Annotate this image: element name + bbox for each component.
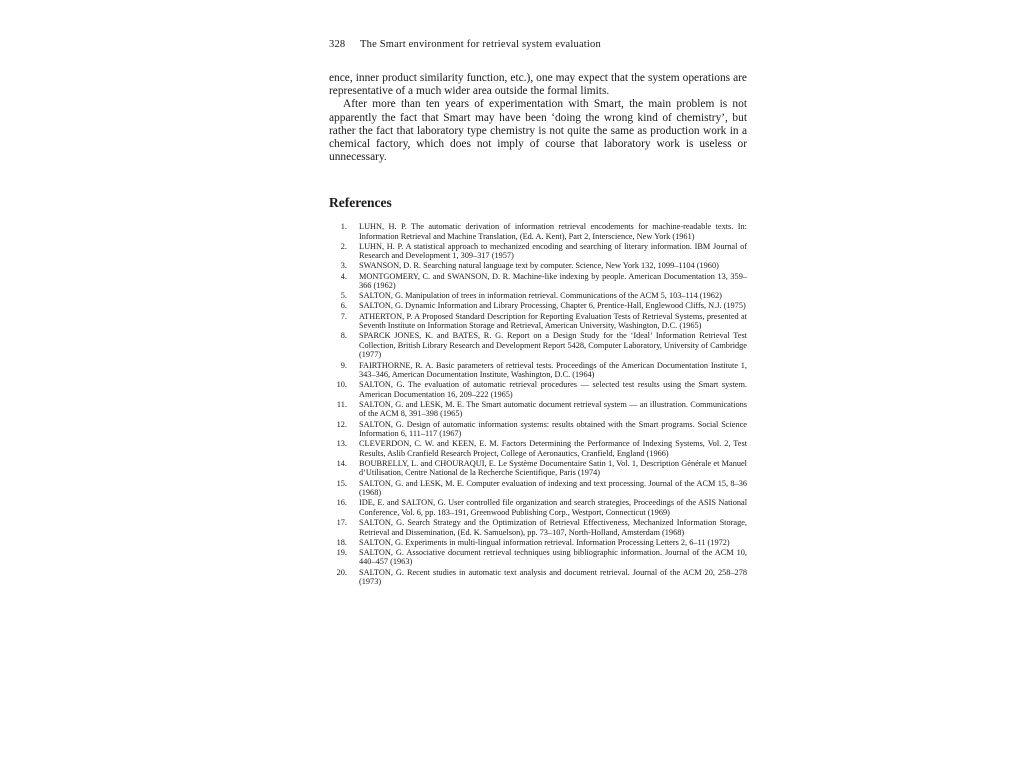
reference-entry bbox=[329, 538, 747, 548]
references-heading: References bbox=[329, 195, 392, 210]
reference-entry bbox=[329, 331, 747, 360]
reference-text: LUHN, H. P. A statistical approach to mechanized encoding and searching of literary information. IBM Journal of Research and Development 1, 309–317 (1957) bbox=[359, 241, 747, 261]
reference-number: 3. bbox=[340, 261, 347, 271]
reference-text: SALTON, G. The evaluation of automatic retrieval procedures — selected test results using the Smart system. American Documentation 16, 209–222 (1965) bbox=[359, 380, 747, 399]
reference-text: ATHERTON, P. A Proposed Standard Description for Reporting Evaluation Tests of Retrieval Systems, presented at Seventh Institute on Information Storage and Retrieval, American University, Washington, D.C. (1965) bbox=[359, 311, 747, 331]
reference-number: 8. bbox=[340, 331, 347, 341]
reference-text: FAIRTHORNE, R. A. Basic parameters of retrieval tests. Proceedings of the American Documentation Institute 1, 343–346, American Documentation Institute, Washington, D.C. (1964) bbox=[359, 360, 747, 379]
reference-entry bbox=[329, 479, 747, 498]
reference-text: CLEVERDON, C. W. and KEEN, E. M. Factors Determining the Performance of Indexing Systems, Vol. 2, Test Results, Aslib Cranfield Research Project, College of Aeronautics, Cranfield, England (1966) bbox=[359, 439, 747, 458]
reference-entry bbox=[329, 242, 747, 261]
reference-number: 12. bbox=[336, 419, 347, 429]
reference-entry bbox=[329, 400, 747, 419]
reference-entry bbox=[329, 420, 747, 439]
reference-text: SALTON, G. Associative document retrieval techniques using bibliographic information. Journal of the ACM 10, 440–457 (1963) bbox=[359, 547, 747, 567]
reference-number: 7. bbox=[340, 311, 347, 321]
reference-text: SALTON, G. Recent studies in automatic text analysis and document retrieval. Journal of the ACM 20, 258–278 (1973) bbox=[359, 567, 747, 587]
reference-entry bbox=[329, 291, 747, 301]
reference-entry bbox=[329, 498, 747, 517]
reference-text: SALTON, G. Search Strategy and the Optimization of Retrieval Effectiveness, Mechanized Information Storage, Retrieval and Dissemination, (Ed. K. Samuelson), pp. 73–107, North-Holland, Amsterdam (1968) bbox=[359, 518, 747, 537]
reference-number: 4. bbox=[340, 271, 347, 281]
reference-entry bbox=[329, 222, 747, 241]
running-header bbox=[329, 39, 749, 50]
reference-entry bbox=[329, 361, 747, 380]
reference-entry bbox=[329, 548, 747, 567]
reference-entry bbox=[329, 261, 747, 271]
reference-number: 18. bbox=[336, 537, 347, 547]
reference-text: SWANSON, D. R. Searching natural language text by computer. Science, New York 132, 1099–1104 (1960) bbox=[359, 261, 719, 271]
reference-text: SPARCK JONES, K. and BATES, R. G. Report on a Design Study for the ‘Ideal’ Information Retrieval Test Collection, British Library Research and Development Report 5428, Computer Laboratory, University of Cambridge (1977) bbox=[359, 331, 747, 360]
reference-number: 2. bbox=[340, 241, 347, 251]
reference-entry bbox=[329, 301, 747, 311]
reference-entry bbox=[329, 380, 747, 399]
reference-text: SALTON, G. and LESK, M. E. The Smart automatic document retrieval system — an illustration. Communications of the ACM 8, 391–398 (1965) bbox=[359, 399, 747, 419]
reference-number: 6. bbox=[340, 301, 347, 311]
reference-number: 14. bbox=[336, 458, 347, 468]
reference-number: 5. bbox=[340, 291, 347, 301]
reference-number: 10. bbox=[336, 380, 347, 390]
reference-text: SALTON, G. and LESK, M. E. Computer evaluation of indexing and text processing. Journal of the ACM 15, 8–36 (1968) bbox=[359, 478, 747, 498]
reference-number: 17. bbox=[336, 518, 347, 527]
reference-number: 9. bbox=[340, 360, 347, 370]
reference-number: 20. bbox=[336, 567, 347, 577]
reference-text: SALTON, G. Dynamic Information and Library Processing, Chapter 6, Prentice-Hall, Englewood Cliffs, N.J. (1975) bbox=[359, 301, 746, 311]
reference-number: 11. bbox=[336, 399, 347, 409]
reference-text: MONTGOMERY, C. and SWANSON, D. R. Machine-like indexing by people. American Documentation 13, 359–366 (1962) bbox=[359, 271, 747, 291]
reference-number: 13. bbox=[336, 439, 347, 449]
reference-text: LUHN, H. P. The automatic derivation of information retrieval encodements for machine-readable texts. In: Information Retrieval and Machine Translation, (Ed. A. Kent), Part 2, Interscience, New York (1961) bbox=[359, 222, 747, 241]
reference-entry bbox=[329, 272, 747, 291]
reference-text: SALTON, G. Design of automatic information systems: results obtained with the Smart programs. Social Science Information 6, 111–117 (1967) bbox=[359, 419, 747, 439]
reference-number: 19. bbox=[336, 547, 347, 557]
reference-entry bbox=[329, 568, 747, 587]
references-list bbox=[329, 222, 747, 587]
running-title: The Smart environment for retrieval system evaluation bbox=[360, 39, 601, 50]
reference-entry bbox=[329, 459, 747, 478]
page-number: 328 bbox=[329, 39, 346, 50]
reference-entry bbox=[329, 312, 747, 331]
reference-entry bbox=[329, 518, 747, 537]
reference-number: 1. bbox=[340, 222, 347, 231]
body-paragraph: ence, inner product similarity function, etc.), one may expect that the system operations are representative of a much wider area outside the formal limits. bbox=[329, 72, 747, 98]
reference-number: 16. bbox=[336, 498, 347, 508]
reference-text: SALTON, G. Experiments in multi-lingual information retrieval. Information Processing Letters 2, 6–11 (1972) bbox=[359, 537, 730, 547]
body-text bbox=[329, 72, 747, 164]
reference-entry bbox=[329, 439, 747, 458]
reference-text: BOUBRELLY, L. and CHOURAQUI, E. Le Système Documentaire Satin 1, Vol. 1, Description Générale et Manuel d’Utilisation, Centre National de la Recherche Scientifique, Paris (1974) bbox=[359, 458, 747, 478]
reference-number: 15. bbox=[336, 478, 347, 488]
body-paragraph: After more than ten years of experimentation with Smart, the main problem is not apparently the fact that Smart may have been ‘doing the wrong kind of chemistry’, but rather the fact that laboratory type chemistry is not quite the same as production work in a chemical factory, which does not imply of course that laboratory work is useless or unnecessary. bbox=[329, 98, 747, 164]
reference-text: IDE, E. and SALTON, G. User controlled file organization and search strategies, Proceedings of the ASIS National Conference, Vol. 6, pp. 183–191, Greenwood Publishing Corp., Westport, Connecticut (1969) bbox=[359, 498, 747, 517]
reference-text: SALTON, G. Manipulation of trees in information retrieval. Communications of the ACM 5, 103–114 (1962) bbox=[359, 291, 722, 301]
